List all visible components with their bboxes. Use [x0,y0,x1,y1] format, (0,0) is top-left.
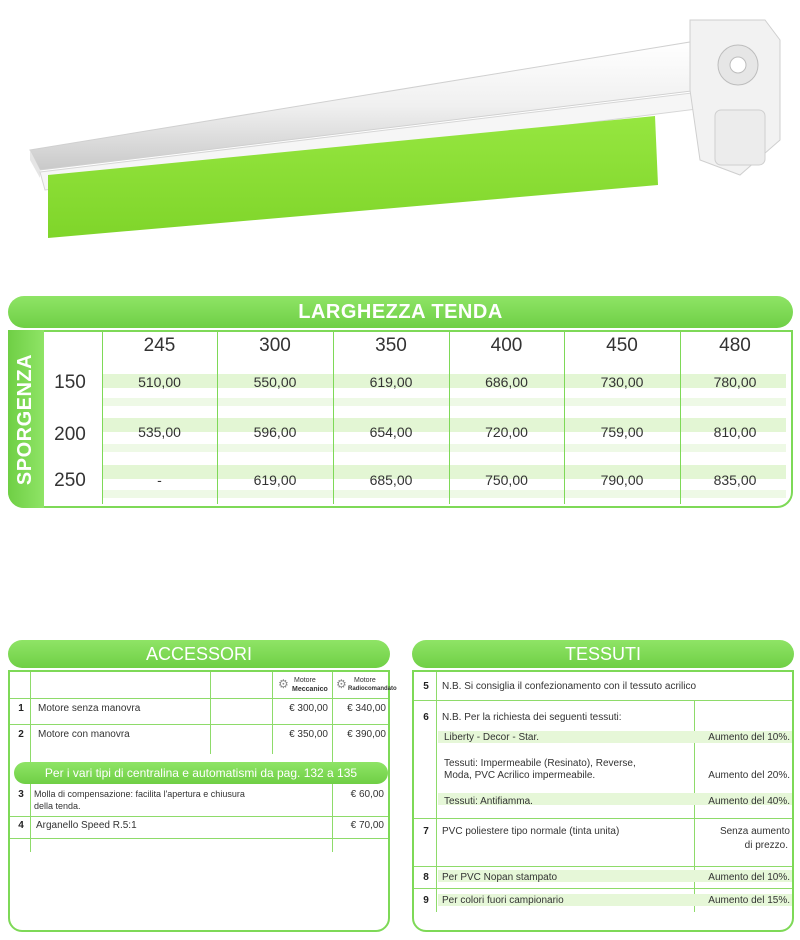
acc-extra-price: € 70,00 [350,820,384,831]
row-band-200b [102,444,786,452]
tess-item-text: N.B. Si consiglia il confezionamento con il tessuto acrilico [442,681,697,692]
price-cell: 720,00 [485,424,528,440]
tess-sub-text: Liberty - Decor - Star. [444,732,540,743]
tess-sub-text: Tessuti: Antifiamma. [444,796,533,807]
acc-item-price2: € 390,00 [347,729,386,740]
price-cell: 550,00 [253,374,297,390]
tess-grid-h [414,700,792,701]
tess-grid-v [436,672,437,912]
price-cell: 835,00 [713,472,757,488]
tess-item-num: 5 [423,681,429,692]
acc-grid-h [10,724,388,725]
motor-header-mechanical [276,674,330,696]
price-cell: 780,00 [713,374,757,390]
tessuti-header: TESSUTI [412,640,794,668]
acc-item-num: 4 [18,820,24,831]
price-cell: 810,00 [713,424,757,440]
width-400: 400 [490,335,523,356]
centralina-banner: Per i vari tipi di centralina e automatismi da pag. 132 a 135 [14,762,388,784]
tess-grid-h [414,888,792,889]
sporgenza-200: 200 [54,424,86,445]
price-cell: 654,00 [369,424,413,440]
acc-item-label: Motore con manovra [38,729,130,740]
width-450: 450 [606,335,638,356]
tess-item-text: Per PVC Nopan stampato [442,872,558,883]
tess-value-7: Senza aumento [719,826,790,837]
sporgenza-250: 250 [54,470,86,491]
acc-item-num: 3 [18,789,24,800]
acc-extra-label-2: della tenda. [34,801,81,811]
accessori-header: ACCESSORI [8,640,390,668]
price-cell: 619,00 [253,472,297,488]
acc-item-num: 2 [18,729,24,740]
tess-sub-value: Aumento del 40%. [708,796,790,807]
price-cell: 750,00 [485,472,528,488]
price-cell: 759,00 [600,424,644,440]
price-cell: 686,00 [485,374,528,390]
tess-value-9: Aumento del 15%. [708,895,790,906]
motor-header-bottom: Meccanico [292,686,328,693]
price-cell: 790,00 [600,472,644,488]
price-cell: 619,00 [369,374,413,390]
motor-header-top: Motore [354,677,376,684]
acc-item-num: 1 [18,703,24,714]
width-300: 300 [259,335,291,356]
acc-item-label: Motore senza manovra [38,703,141,714]
acc-grid-h [10,838,388,839]
acc-grid-h [10,698,388,699]
price-cell: - [157,472,162,488]
motor-header-top: Motore [294,677,316,684]
tess-sub-value: Aumento del 20%. [708,770,790,781]
tess-sub-text-2: Moda, PVC Acrilico impermeabile. [444,770,596,781]
acc-grid-h [10,816,388,817]
row-band-150b [102,398,786,406]
motor-header-radio [334,674,397,696]
tess-item-text: Per colori fuori campionario [442,895,564,906]
sporgenza-label: SPORGENZA [14,353,37,485]
tess-value-8: Aumento del 10%. [708,872,790,883]
row-band-250b [102,490,786,498]
acc-grid-v [210,672,211,754]
acc-extra-label: Molla di compensazione: facilita l'apertura e chiusura [34,789,245,799]
price-cell: 596,00 [253,424,297,440]
acc-extra-price: € 60,00 [350,789,384,800]
price-cell: 685,00 [369,472,413,488]
acc-item-price1: € 300,00 [289,703,328,714]
gear-icon: ⚙ [336,677,347,691]
gear-icon: ⚙ [278,677,289,691]
sporgenza-label-wrap [8,330,44,508]
tess-item-text: N.B. Per la richiesta dei seguenti tessuti: [442,712,622,723]
acc-item-price2: € 340,00 [347,703,386,714]
awning-product-image [0,0,800,250]
tess-sub-text: Tessuti: Impermeabile (Resinato), Reverse, [444,758,636,769]
tess-item-text: PVC poliestere tipo normale (tinta unita) [442,826,620,837]
tess-sub-value: Aumento del 10%. [708,732,790,743]
price-cell: 535,00 [138,424,181,440]
tess-grid-h [414,866,792,867]
tess-item-num: 7 [423,826,429,837]
larghezza-tenda-header: LARGHEZZA TENDA [8,296,793,328]
width-350: 350 [375,335,407,356]
motor-header-bottom: Radiocomandato [348,686,397,692]
tess-value-7b: di prezzo. [744,840,788,851]
sporgenza-150: 150 [54,372,86,393]
price-cell: 510,00 [138,374,181,390]
tess-item-num: 8 [423,872,429,883]
tess-item-num: 9 [423,895,429,906]
width-245: 245 [143,335,176,356]
acc-extra-label: Arganello Speed R.5:1 [36,820,137,831]
width-480: 480 [719,335,751,356]
tess-grid-h [414,818,792,819]
acc-item-price1: € 350,00 [289,729,328,740]
tess-item-num: 6 [423,712,429,723]
price-cell: 730,00 [600,374,644,390]
